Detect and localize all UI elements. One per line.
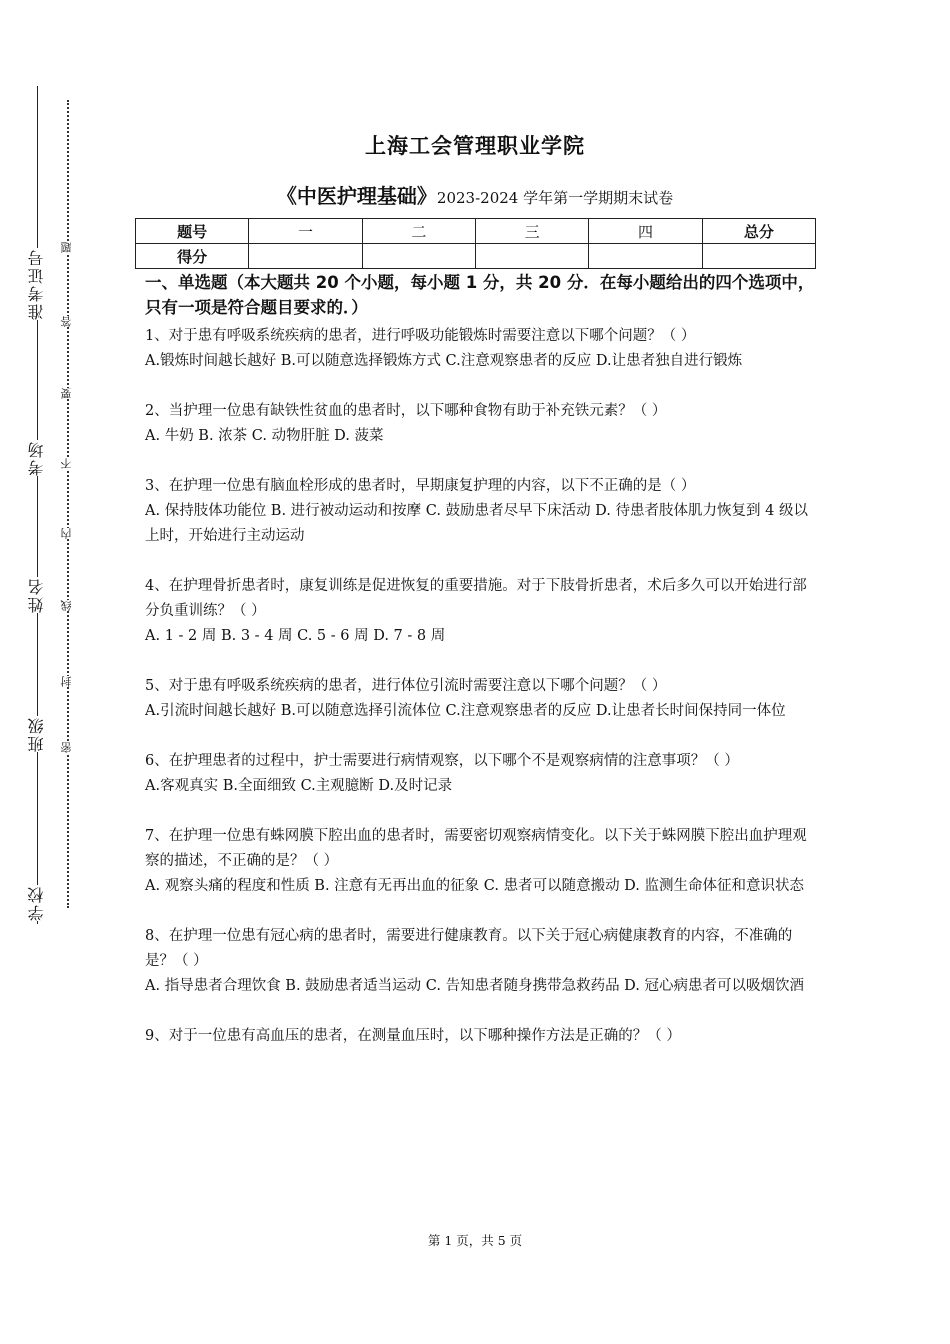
school-name: 上海工会管理职业学院 bbox=[365, 134, 585, 158]
course-name: 《中医护理基础》 bbox=[276, 184, 437, 208]
score-cell bbox=[589, 244, 702, 269]
question-item bbox=[145, 474, 817, 549]
question-item bbox=[145, 399, 817, 449]
question-stem: 1、对于患有呼吸系统疾病的患者，进行呼吸功能锻炼时需要注意以下哪个问题？（ ） bbox=[145, 328, 696, 344]
question-options: A. 观察头痛的程度和性质 B. 注意有无再出血的征象 C. 患者可以随意搬动 D. 监测生命体征和意识状态 bbox=[145, 878, 805, 894]
question-stem: 6、在护理患者的过程中，护士需要进行病情观察，以下哪个不是观察病情的注意事项？（ ） bbox=[145, 753, 739, 769]
exam-id-label: 准考证号 bbox=[22, 248, 52, 320]
exam-room-label: 考场 bbox=[22, 440, 52, 476]
question-options: A.客观真实 B.全面细致 C.主观臆断 D.及时记录 bbox=[145, 778, 453, 794]
question-options: A.引流时间越长越好 B.可以随意选择引流体位 C.注意观察患者的反应 D.让患者长时间保持同一体位 bbox=[145, 703, 786, 719]
section-title: 一、单选题（本大题共 20 个小题，每小题 1 分，共 20 分．在每小题给出的四个选项中，只有一项是符合题目要求的．） bbox=[145, 273, 815, 317]
question-item bbox=[145, 824, 817, 899]
question-stem: 2、当护理一位患有缺铁性贫血的患者时，以下哪种食物有助于补充铁元素？（ ） bbox=[145, 403, 667, 419]
question-stem: 9、对于一位患有高血压的患者，在测量血压时，以下哪种操作方法是正确的？（ ） bbox=[145, 1028, 681, 1044]
question-section bbox=[145, 270, 817, 1074]
score-row-label: 得分 bbox=[136, 244, 249, 269]
score-header-cell: 一 bbox=[249, 219, 362, 244]
score-cell bbox=[702, 244, 815, 269]
seal-mark: 答 bbox=[60, 316, 73, 327]
score-cell bbox=[362, 244, 475, 269]
question-options: A. 1 - 2 周 B. 3 - 4 周 C. 5 - 6 周 D. 7 - 8 周 bbox=[145, 628, 446, 644]
binding-dotted-line bbox=[67, 100, 69, 908]
score-header-cell: 三 bbox=[475, 219, 588, 244]
question-item bbox=[145, 749, 817, 799]
question-stem: 4、在护理骨折患者时，康复训练是促进恢复的重要措施。对于下肢骨折患者，术后多久可以开始进行部分负重训练？（ ） bbox=[145, 578, 807, 619]
seal-mark: 题 bbox=[60, 242, 73, 253]
score-header-cell: 总分 bbox=[702, 219, 815, 244]
exam-title bbox=[0, 180, 950, 209]
school-label: 学校 bbox=[22, 885, 52, 921]
question-item bbox=[145, 924, 817, 999]
seal-mark: 封 bbox=[60, 676, 73, 687]
exam-term: 2023-2024 学年第一学期期末试卷 bbox=[436, 189, 674, 207]
score-cell bbox=[249, 244, 362, 269]
question-stem: 7、在护理一位患有蛛网膜下腔出血的患者时，需要密切观察病情变化。以下关于蛛网膜下腔出血护理观察的描述，不正确的是？（ ） bbox=[145, 828, 807, 869]
score-table-header-row bbox=[136, 219, 816, 244]
score-table-score-row bbox=[136, 244, 816, 269]
seal-mark: 内 bbox=[60, 528, 73, 539]
score-table bbox=[135, 218, 816, 269]
score-cell bbox=[475, 244, 588, 269]
question-item bbox=[145, 674, 817, 724]
class-label: 班级 bbox=[22, 716, 52, 752]
page-footer: 第 1 页，共 5 页 bbox=[427, 1233, 523, 1248]
seal-mark: 线 bbox=[60, 600, 73, 611]
seal-mark: 密 bbox=[60, 742, 73, 753]
binding-solid-line bbox=[37, 86, 38, 924]
question-stem: 3、在护理一位患有脑血栓形成的患者时，早期康复护理的内容，以下不正确的是（ ） bbox=[145, 478, 696, 494]
seal-mark: 不 bbox=[60, 458, 73, 469]
score-header-cell: 四 bbox=[589, 219, 702, 244]
question-item bbox=[145, 574, 817, 649]
question-options: A. 指导患者合理饮食 B. 鼓励患者适当运动 C. 告知患者随身携带急救药品 D. 冠心病患者可以吸烟饮酒 bbox=[145, 978, 805, 994]
score-header-cell: 二 bbox=[362, 219, 475, 244]
question-options: A. 保持肢体功能位 B. 进行被动运动和按摩 C. 鼓励患者尽早下床活动 D. 待患者肢体肌力恢复到 4 级以上时，开始进行主动运动 bbox=[145, 503, 808, 544]
question-options: A.锻炼时间越长越好 B.可以随意选择锻炼方式 C.注意观察患者的反应 D.让患者独自进行锻炼 bbox=[145, 353, 743, 369]
question-stem: 5、对于患有呼吸系统疾病的患者，进行体位引流时需要注意以下哪个问题？（ ） bbox=[145, 678, 667, 694]
question-item bbox=[145, 1024, 817, 1049]
name-label: 姓名 bbox=[22, 577, 52, 613]
seal-mark: 要 bbox=[60, 388, 73, 399]
question-item bbox=[145, 324, 817, 374]
score-header-cell: 题号 bbox=[136, 219, 249, 244]
question-options: A. 牛奶 B. 浓茶 C. 动物肝脏 D. 菠菜 bbox=[145, 428, 384, 444]
question-stem: 8、在护理一位患有冠心病的患者时，需要进行健康教育。以下关于冠心病健康教育的内容，不准确的是？（ ） bbox=[145, 928, 793, 969]
